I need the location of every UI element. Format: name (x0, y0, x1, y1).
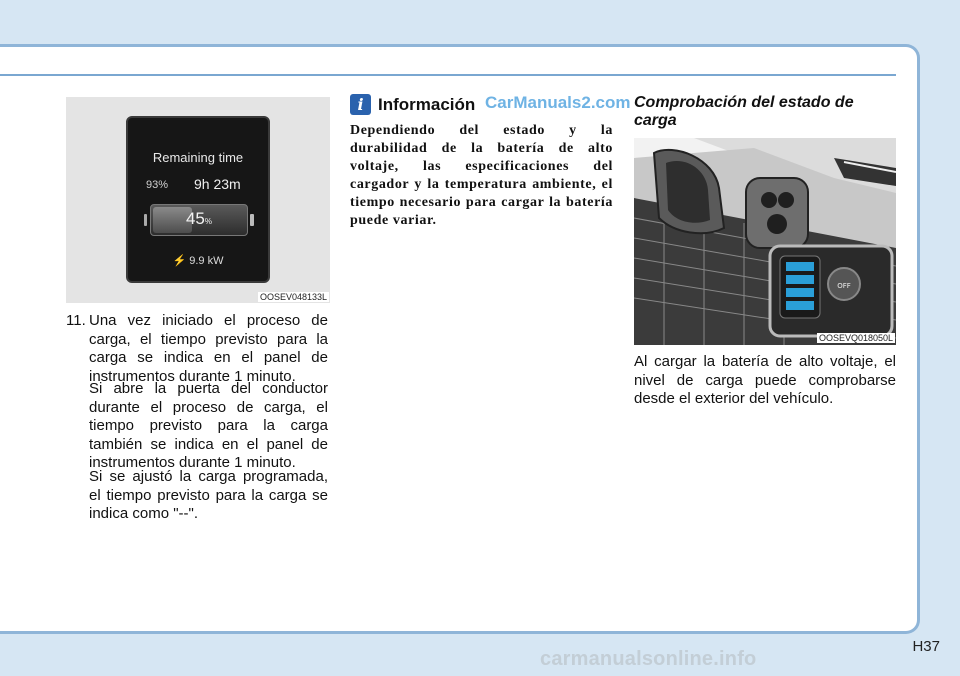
charging-port-illustration (634, 138, 896, 345)
remaining-time-value: 9h 23m (194, 176, 241, 192)
battery-icon (150, 204, 248, 236)
battery-terminal-right (250, 214, 254, 226)
figure-code: OOSEVQ018050L (818, 333, 893, 343)
instrument-cluster-figure (66, 97, 330, 303)
cluster-display (126, 116, 270, 283)
step-number: 11. (66, 312, 86, 329)
paragraph-scheduled-charge: Si se ajustó la carga programada, el tiempo previsto para la carga se indica como "--". (89, 468, 328, 522)
info-icon: i (350, 94, 371, 115)
battery-level-readout (151, 209, 247, 229)
battery-terminal-left (144, 214, 147, 226)
step-text: Una vez iniciado el proceso de carga, el tiempo previsto para la carga se indica en el panel de instrumentos durante 1 minuto. (89, 312, 328, 385)
paragraph-charge-level: Al cargar la batería de alto voltaje, el nivel de carga puede comprobarse desde el exterior del vehículo. (634, 353, 896, 407)
vehicle-charging-port-figure (634, 138, 896, 345)
battery-level-unit: % (204, 217, 213, 226)
watermark-top: CarManuals2.com (485, 93, 631, 112)
info-heading (350, 94, 475, 115)
header-rule (0, 74, 896, 76)
paragraph-driver-door: Si abre la puerta del conductor durante el proceso de carga, el tiempo previsto para la carga también se indica en el panel de instrumentos durante 1 minuto. (89, 380, 328, 471)
off-button-label: OFF (837, 282, 851, 290)
figure-code: OOSEV048133L (259, 292, 327, 302)
section-title: Comprobación del estado de carga (634, 94, 854, 129)
charging-power: ⚡ 9.9 kW (172, 255, 224, 267)
watermark-bottom: carmanualsonline.info (540, 648, 757, 670)
page-number: H37 (912, 638, 940, 655)
info-title: Información (378, 94, 476, 114)
charge-percent: 93% (146, 179, 169, 191)
battery-level-value: 45 (185, 209, 205, 228)
step-11 (66, 312, 328, 386)
remaining-time-label: Remaining time (152, 150, 244, 165)
info-body: Dependiendo del estado y la durabilidad de la batería de alto voltaje, las especificaciones del cargador y la temperatura ambiente, el tiempo necesario para cargar la batería puede variar. (350, 123, 613, 228)
